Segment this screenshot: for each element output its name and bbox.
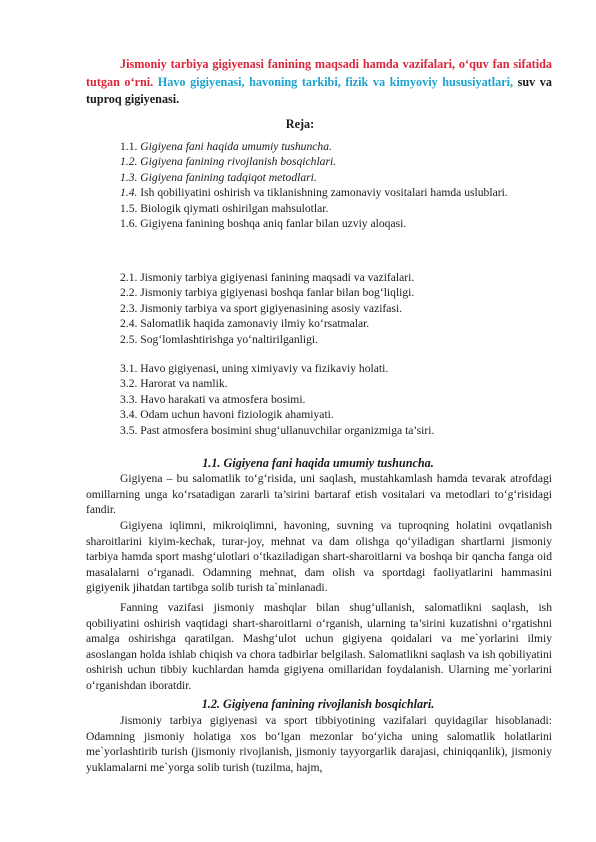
plan-item: 1.5. Biologik qiymati oshirilgan mahsulotlar. [120,201,329,215]
plan-item: 2.4. Salomatlik haqida zamonaviy ilmiy ko‘rsatmalar. [120,317,370,331]
plan-item: 3.2. Harorat va namlik. [120,377,228,391]
plan-group-3 [86,361,552,438]
plan-item: 3.4. Odam uchun havoni fiziologik ahamiyati. [120,408,334,422]
plan-item: 2.5. Sog‘lomlashtirishga yo‘naltirilganligi. [120,332,319,346]
plan-item: 2.3. Jismoniy tarbiya va sport gigiyenasining asosiy vazifasi. [120,301,403,315]
plan-group-1 [86,139,552,231]
paragraph: Gigiyena iqlimni, mikroiqlimni, havoning, suvning va tuproqning holatini ovqatlanish sharoitlarini kiyim-kechak, turar-joy, mehnat va dam olishga qo‘yiladigan shartlarni jismoniy tarbiya hamda sport mashg‘ulotlari o‘tkaziladigan shart-sharoitlarni va boshqa bir qancha fanga oid masalalarni o‘rganadi. Odamning mehnat, dam olish va sportdagi faoliyatlarini hammasini gigiyenik jihatdan tartibga solib turish ta`minlanadi. [86,519,552,595]
plan-item: 2.2. Jismoniy tarbiya gigiyenasi boshqa fanlar bilan bog‘liqligi. [120,286,415,300]
plan-item: 1.3. Gigiyena fanining tadqiqot metodlari. [120,170,317,184]
plan-group-2 [86,270,552,347]
plan-item: 1.6. Gigiyena fanining boshqa aniq fanlar bilan uzviy aloqasi. [120,217,407,231]
paragraph: Gigiyena – bu salomatlik to‘g‘risida, uni saqlash, mustahkamlash hamda tevarak atrofdagi omillarning unga ko‘rsatadigan zararli ta’sirini bartaraf etish vositalari va metodlari to‘g‘risidagi fandir. [86,472,552,517]
title-dark-part: suv va tuproq gigiyenasi. [86,74,552,106]
title-blue-part: Havo gigiyenasi, havoning tarkibi, fizik va kimyoviy hususiyatlari, [157,74,514,89]
plan-item: 3.1. Havo gigiyenasi, uning ximiyaviy va fizikaviy holati. [120,362,389,375]
plan-heading: Reja: [285,117,315,131]
section-heading: 1.2. Gigiyena fanining rivojlanish bosqichlari. [201,697,435,711]
section-heading: 1.1. Gigiyena fani haqida umumiy tushuncha. [202,456,434,470]
plan-item: 1.2. Gigiyena fanining rivojlanish bosqichlari. [120,155,337,169]
plan-item: 3.5. Past atmosfera bosimini shug‘ullanuvchilar organizmiga ta’siri. [120,423,435,437]
paragraph: Jismoniy tarbiya gigiyenasi va sport tibbiyotining vazifalari quyidagilar hisoblanadi: Odamning jismoniy holatiga xos bo‘lgan mezonlar bo‘yicha uning salomatlik holatlarini me`yorlashtirib turish (jismoniy rivojlanish, jismoniy tayyorgarlik darajasi, chiniqqanlik), jismoniy yuklamalarni me`yorga solib turish (tuzilma, hajm, [86,714,552,774]
plan-item: 2.1. Jismoniy tarbiya gigiyenasi fanining maqsadi va vazifalari. [120,271,415,284]
document-title [86,56,552,109]
title-red-part: Jismoniy tarbiya gigiyenasi fanining maqsadi hamda vazifalari, o‘quv fan sifatida tutgan o‘rni. [86,57,552,89]
paragraph: Fanning vazifasi jismoniy mashqlar bilan shug‘ullanish, salomatlikni saqlash, ish qobiliyatini oshirish vaqtidagi shart-sharoitlarni o‘rganish, ularning ta’sirini kuzatishni o‘rgatishni amalga oshirishga qaratilgan. Mashg‘ulot uchun gigiyena qoidalari va me`yorlarini ilmiy asoslangan holda ishlab chiqish va chora tadbirlar belgilash. Salomatlikni saqlash va ish qobiliyatini oshirish uchun tibbiy kuchlardan hamda gigiyena omillaridan foydalanish. Ularning me`yorlarini o‘rganishdan iboratdir. [86,601,552,692]
plan-item: 3.3. Havo harakati va atmosfera bosimi. [120,392,306,406]
plan-item: 1.4. Ish qobiliyatini oshirish va tiklanishning zamonaviy vositalari hamda uslublari. [120,186,508,200]
plan-item: 1.1. Gigiyena fani haqida umumiy tushuncha. [120,140,332,153]
